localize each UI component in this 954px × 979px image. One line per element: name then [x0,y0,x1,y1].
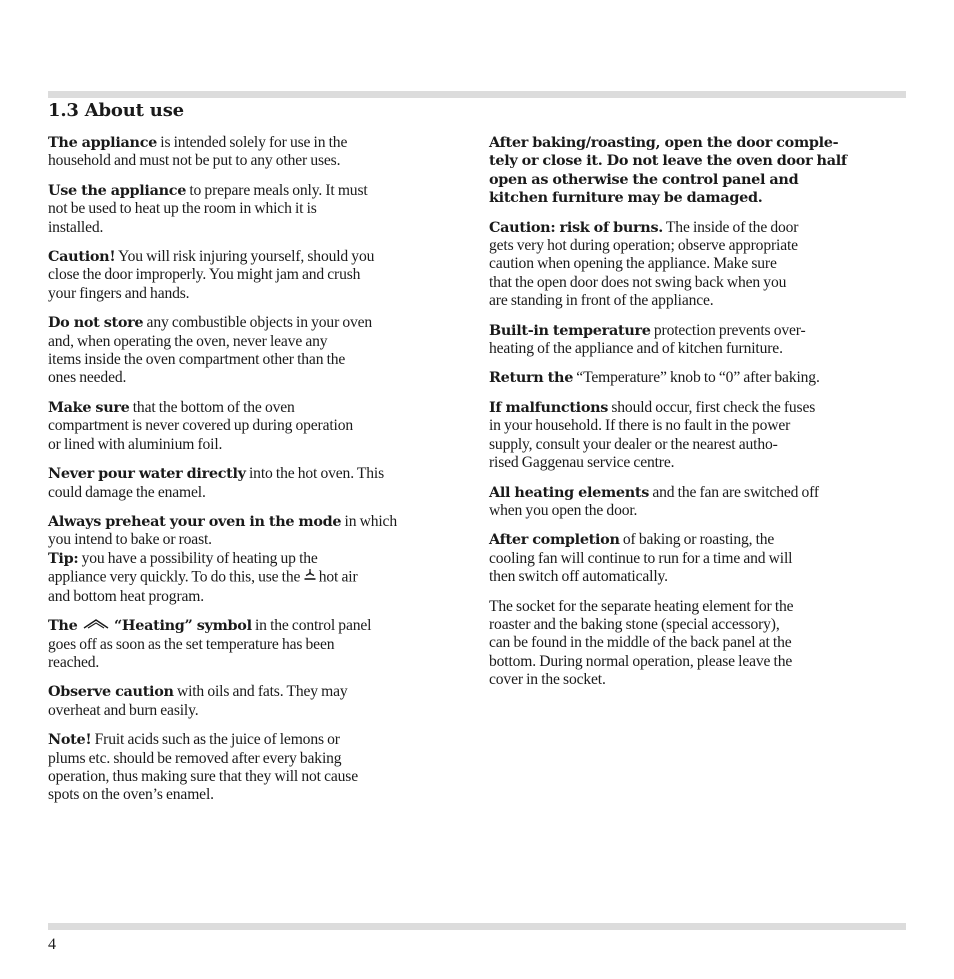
top-rule [48,91,906,98]
paragraph-make-sure: Make sure that the bottom of the oven compartment is never covered up during operation or lined with aluminium foil. [48,398,354,453]
paragraph-note: Note! Fruit acids such as the juice of lemons or plums etc. should be removed after every baking operation, thus making sure that they will not cause spots on the oven’s enamel. [48,731,358,804]
paragraph-built-in-temperature: Built-in temperature protection prevents over- heating of the appliance and of kitchen furniture. [489,321,806,358]
heating-symbol-icon [81,617,111,635]
paragraph-after-completion: After completion of baking or roasting, the cooling fan will continue to run for a time and will then switch off automatically. [489,531,793,586]
paragraph-return-knob: Return the “Temperature” knob to “0” after baking. [489,369,820,387]
left-column [48,134,472,816]
paragraph-malfunctions: If malfunctions should occur, first check the fuses in your household. If there is no fault in the power supply, consult your dealer or the nearest autho- rised Gaggenau service centre. [489,398,816,472]
section-title: 1.3 About use [48,100,184,121]
hot-air-fan-icon [304,568,316,587]
paragraph-socket: The socket for the separate heating element for the roaster and the baking stone (special accessory), can be found in the middle of the back panel at the bottom. During normal operation, please leave the cover in the socket. [489,597,794,689]
paragraph-after-baking-door: After baking/roasting, open the door comple- tely or close it. Do not leave the oven door half open as otherwise the control panel and kitchen furniture may be damaged. [489,134,847,207]
paragraph-risk-of-burns: Caution: risk of burns. The inside of the door gets very hot during operation; observe appropriate caution when opening the appliance. Make sure that the open door does not swing back when you are standing in front of the appliance. [489,218,799,310]
paragraph-observe-caution: Observe caution with oils and fats. They may overheat and burn easily. [48,683,348,719]
paragraph-never-pour-water: Never pour water directly into the hot oven. This could damage the enamel. [48,465,385,501]
paragraph-appliance: The appliance is intended solely for use in the household and must not be put to any other uses. [48,134,348,170]
right-column [489,134,914,701]
paragraph-always-preheat: Always preheat your oven in the mode in which you intend to bake or roast. [48,512,397,549]
bottom-rule [48,923,906,930]
paragraph-tip: Tip: you have a possibility of heating up the appliance very quickly. To do this, use the hot air and bottom heat program. [48,549,358,605]
paragraph-caution: Caution! You will risk injuring yourself, should you close the door improperly. You might jam and crush your fingers and hands. [48,248,375,302]
paragraph-use-appliance: Use the appliance to prepare meals only. It must not be used to heat up the room in which it is installed. [48,181,368,236]
paragraph-do-not-store: Do not store any combustible objects in your oven and, when operating the oven, never leave any items inside the oven compartment other than the ones needed. [48,314,373,387]
paragraph-heating-symbol: The “Heating” symbol in the control panel goes off as soon as the set temperature has been reached. [48,616,372,671]
page-number: 4 [48,936,56,953]
paragraph-heating-elements: All heating elements and the fan are switched off when you open the door. [489,483,819,519]
